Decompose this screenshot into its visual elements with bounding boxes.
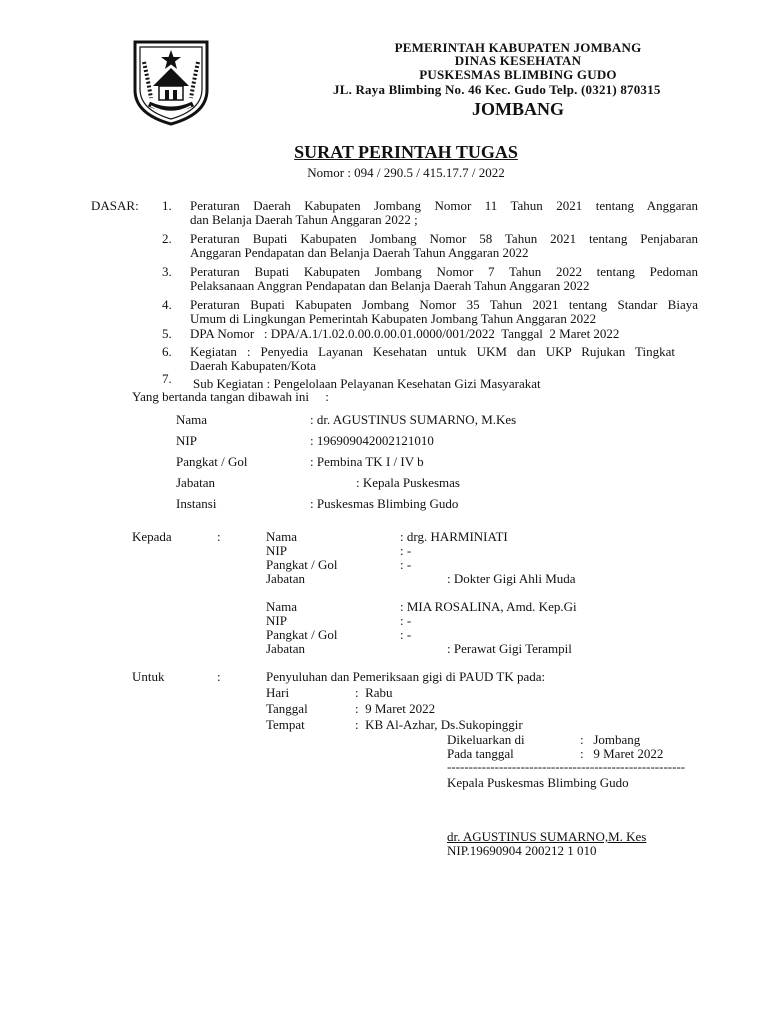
kepada-colon: :	[217, 529, 221, 544]
signer-jabatan: : Kepala Puskesmas	[356, 475, 460, 490]
header-line-2: DINAS KESEHATAN	[454, 53, 582, 68]
dasar-item-1-line-2: dan Belanja Daerah Tahun Anggaran 2022 ;	[190, 212, 418, 227]
untuk-tempat-label: Tempat	[266, 717, 305, 732]
signer-nama-label: Nama	[176, 412, 208, 427]
dikeluarkan-value: : Jombang	[580, 732, 641, 747]
header-address: JL. Raya Blimbing No. 46 Kec. Gudo Telp. (0321) 870315	[333, 82, 661, 97]
dasar-num-7: 7.	[162, 371, 172, 386]
untuk-description: Penyuluhan dan Pemeriksaan gigi di PAUD TK pada:	[266, 669, 546, 684]
kepada-2-nip: : -	[400, 613, 412, 628]
dasar-item-3-line-1: Peraturan Bupati Kabupaten Jombang Nomor 7 Tahun 2022 tentang Pedoman	[190, 264, 698, 279]
kepada-1-pangkat: : -	[400, 557, 412, 572]
untuk-tanggal-label: Tanggal	[266, 701, 308, 716]
dasar-item-2-line-2: Anggaran Pendapatan dan Belanja Daerah Tahun Anggaran 2022	[190, 245, 529, 260]
header-city: JOMBANG	[472, 99, 564, 119]
kepada-2-nama: : MIA ROSALINA, Amd. Kep.Gi	[400, 599, 577, 614]
kepada-2-jabatan-label: Jabatan	[266, 641, 305, 656]
dasar-item-4-line-1: Peraturan Bupati Kabupaten Jombang Nomor 35 Tahun 2021 tentang Standar Biaya	[190, 297, 698, 312]
signer-nama: : dr. AGUSTINUS SUMARNO, M.Kes	[310, 412, 517, 427]
signature-nip: NIP.19690904 200212 1 010	[447, 843, 597, 858]
signer-nip-label: NIP	[176, 433, 197, 448]
signer-intro: Yang bertanda tangan dibawah ini :	[132, 389, 329, 404]
dasar-item-3-line-2: Pelaksanaan Anggran Pendapatan dan Belanja Daerah Tahun Anggaran 2022	[190, 278, 590, 293]
dasar-num-3: 3.	[162, 264, 172, 279]
kepada-1-nip: : -	[400, 543, 412, 558]
untuk-tempat: : KB Al-Azhar, Ds.Sukopinggir	[355, 717, 523, 732]
signer-nip: : 196909042002121010	[310, 433, 434, 448]
letter-number: Nomor : 094 / 290.5 / 415.17.7 / 2022	[307, 165, 505, 180]
kepada-label: Kepada	[132, 529, 172, 544]
pada-tanggal-value: : 9 Maret 2022	[580, 746, 664, 761]
kepada-2-jabatan: : Perawat Gigi Terampil	[447, 641, 572, 656]
dasar-item-2-line-1: Peraturan Bupati Kabupaten Jombang Nomor 58 Tahun 2021 tentang Penjabaran	[190, 231, 698, 246]
dasar-num-5: 5.	[162, 326, 172, 341]
pada-tanggal-label: Pada tanggal	[447, 746, 514, 761]
untuk-hari: : Rabu	[355, 685, 393, 700]
dasar-num-2: 2.	[162, 231, 172, 246]
kepada-2-pangkat-label: Pangkat / Gol	[266, 627, 338, 642]
signer-instansi: : Puskesmas Blimbing Gudo	[310, 496, 459, 511]
header-line-1: PEMERINTAH KABUPATEN JOMBANG	[394, 40, 642, 55]
kepada-1-pangkat-label: Pangkat / Gol	[266, 557, 338, 572]
signer-jabatan-label: Jabatan	[176, 475, 215, 490]
untuk-colon: :	[217, 669, 221, 684]
separator-dashes: -------------------------------------------------------	[447, 759, 686, 774]
header-line-3: PUSKESMAS BLIMBING GUDO	[419, 67, 617, 82]
signer-pangkat: : Pembina TK I / IV b	[310, 454, 424, 469]
kepada-1-nama-label: Nama	[266, 529, 298, 544]
kepada-1-jabatan: : Dokter Gigi Ahli Muda	[447, 571, 576, 586]
kepada-2-nip-label: NIP	[266, 613, 287, 628]
dasar-item-7-line-1: Sub Kegiatan : Pengelolaan Pelayanan Kesehatan Gizi Masyarakat	[193, 376, 541, 391]
dasar-item-6-line-2: Daerah Kabupaten/Kota	[190, 358, 316, 373]
dasar-label: DASAR:	[91, 198, 139, 213]
dasar-num-6: 6.	[162, 344, 172, 359]
untuk-tanggal: : 9 Maret 2022	[355, 701, 436, 716]
kepada-2-pangkat: : -	[400, 627, 412, 642]
signature-position: Kepala Puskesmas Blimbing Gudo	[447, 775, 629, 790]
dasar-item-1-line-1: Peraturan Daerah Kabupaten Jombang Nomor 11 Tahun 2021 tentang Anggaran	[190, 198, 698, 213]
kepada-1-jabatan-label: Jabatan	[266, 571, 305, 586]
untuk-hari-label: Hari	[266, 685, 290, 700]
signature-name: dr. AGUSTINUS SUMARNO,M. Kes	[447, 829, 647, 844]
signer-pangkat-label: Pangkat / Gol	[176, 454, 248, 469]
dikeluarkan-label: Dikeluarkan di	[447, 732, 525, 747]
dasar-num-4: 4.	[162, 297, 172, 312]
kepada-1-nama: : drg. HARMINIATI	[400, 529, 508, 544]
dasar-item-5-line-1: DPA Nomor : DPA/A.1/1.02.0.00.0.00.01.0000/001/2022 Tanggal 2 Maret 2022	[190, 326, 620, 341]
page-title: SURAT PERINTAH TUGAS	[294, 142, 518, 162]
untuk-label: Untuk	[132, 669, 165, 684]
signer-instansi-label: Instansi	[176, 496, 217, 511]
dasar-item-4-line-2: Umum di Lingkungan Pemerintah Kabupaten Jombang Tahun Anggaran 2022	[190, 311, 597, 326]
kepada-1-nip-label: NIP	[266, 543, 287, 558]
kepada-2-nama-label: Nama	[266, 599, 298, 614]
dasar-item-6-line-1: Kegiatan : Penyedia Layanan Kesehatan untuk UKM dan UKP Rujukan Tingkat	[190, 344, 675, 359]
dasar-num-1: 1.	[162, 198, 172, 213]
